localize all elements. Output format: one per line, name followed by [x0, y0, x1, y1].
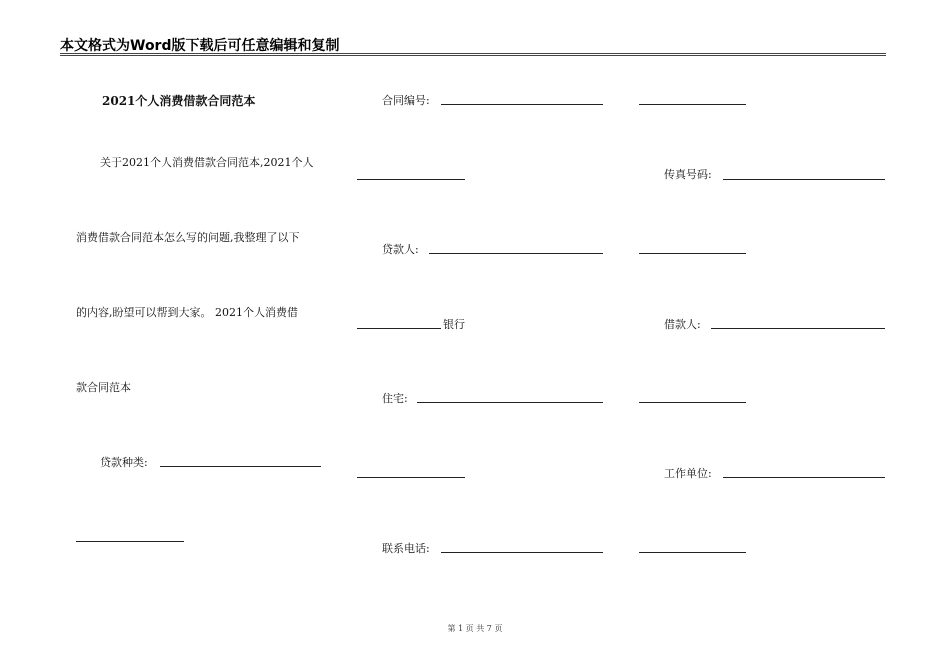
- intro-line-4: 款合同范本: [76, 381, 131, 394]
- residence-blank: [417, 402, 603, 403]
- intro-line-1: 关于2021个人消费借款合同范本,2021个人: [100, 156, 314, 169]
- residence-label: 住宅:: [382, 392, 408, 405]
- residence-blank-continued: [357, 477, 465, 478]
- bank-name-blank: [357, 328, 441, 329]
- work-unit-label: 工作单位:: [664, 467, 712, 480]
- work-unit-blank: [723, 477, 885, 478]
- lender-label: 贷款人:: [382, 243, 419, 256]
- intro-line-2: 消费借款合同范本怎么写的问题,我整理了以下: [76, 231, 300, 244]
- residence-blank-end: [639, 402, 746, 403]
- phone-blank-end: [639, 552, 746, 553]
- borrower-label: 借款人:: [664, 318, 701, 331]
- lender-blank-end: [639, 253, 746, 254]
- fax-blank: [723, 179, 885, 180]
- fax-label: 传真号码:: [664, 168, 712, 181]
- phone-label: 联系电话:: [382, 542, 430, 555]
- lender-blank: [429, 253, 603, 254]
- intro-line-3: 的内容,盼望可以帮到大家。 2021个人消费借: [76, 306, 298, 319]
- document-title: 2021个人消费借款合同范本: [102, 94, 256, 108]
- contract-number-label: 合同编号:: [382, 94, 430, 107]
- loan-type-blank-continued: [76, 541, 184, 542]
- loan-type-blank: [160, 466, 321, 467]
- contract-number-blank-continued: [357, 179, 465, 180]
- borrower-blank: [711, 328, 885, 329]
- bank-suffix: 银行: [443, 318, 465, 331]
- page-footer: 第 1 页 共 7 页: [447, 624, 503, 633]
- contract-number-blank-end: [639, 104, 746, 105]
- loan-type-label: 贷款种类:: [100, 456, 148, 469]
- phone-blank: [441, 552, 603, 553]
- header-title: 本文格式为Word版下载后可任意编辑和复制: [60, 38, 340, 54]
- contract-number-blank: [441, 104, 603, 105]
- header-rule: [60, 53, 886, 56]
